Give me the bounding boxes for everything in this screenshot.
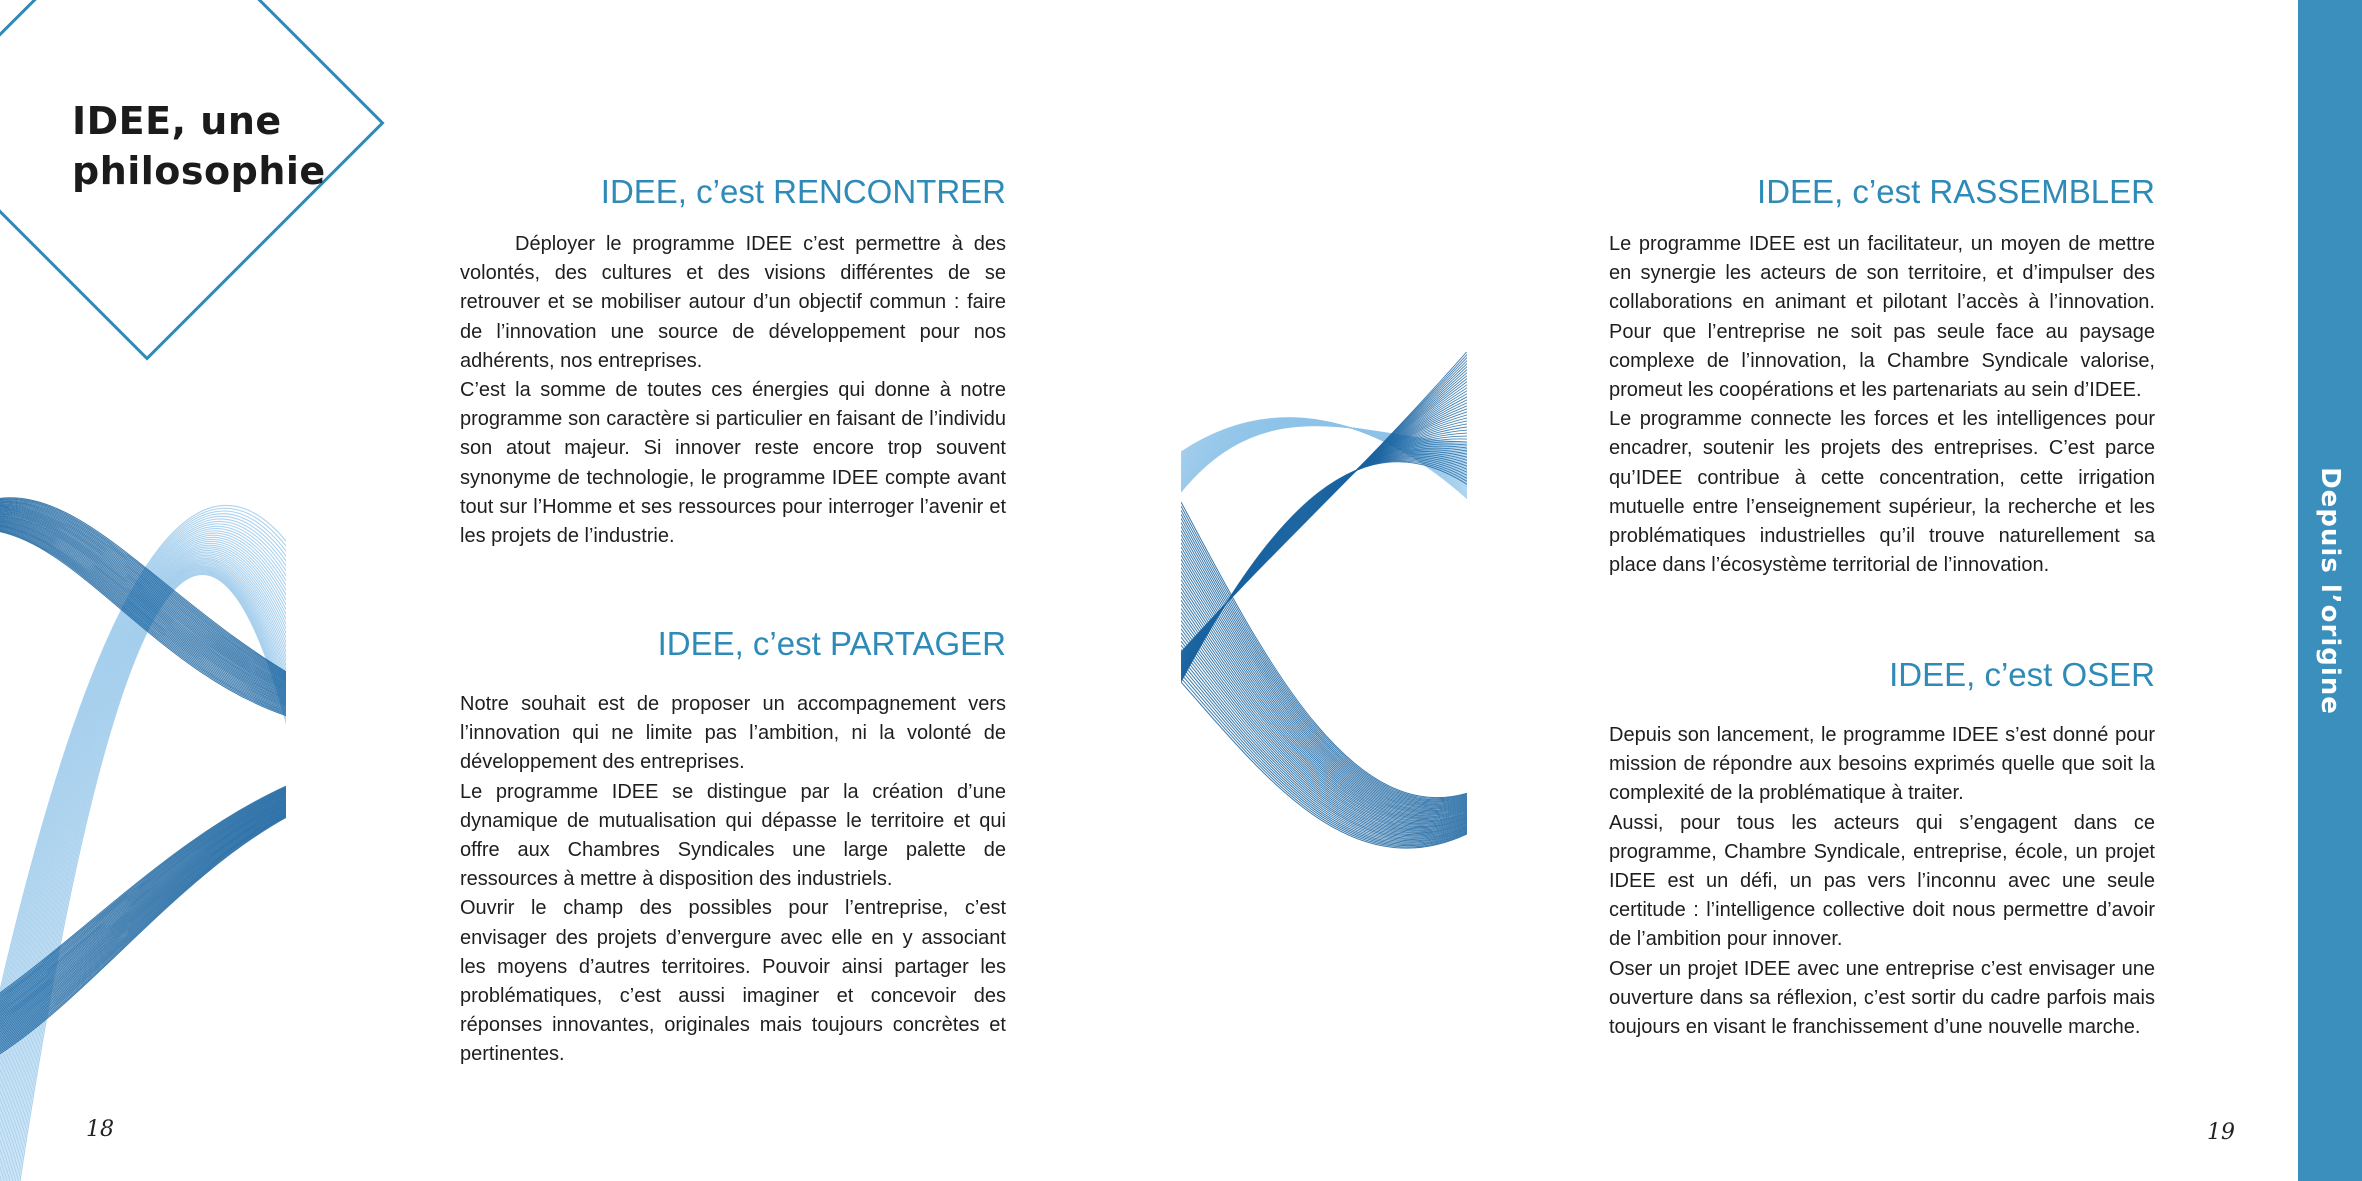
wave-line-dark xyxy=(1181,527,1467,805)
section-heading-rencontrer: IDEE, c’est RENCONTRER xyxy=(600,173,1006,210)
page-title-line-1: IDEE, une xyxy=(72,99,282,143)
page-title-line-2: philosophie xyxy=(72,149,326,193)
wave-line-dark xyxy=(1181,439,1467,672)
section-paragraph: Déployer le programme IDEE c’est permettre à des volontés, des cultures et des visions différentes de se retrouver et se mobiliser autour d’un objectif commun : faire de l’innovation une source de développement pour nos adhérents, nos entreprises. xyxy=(460,233,1006,372)
wave-line-dark xyxy=(1181,442,1467,673)
section-paragraph: Le programme IDEE se distingue par la création d’une dynamique de mutualisation qui dépasse le territoire et qui offre aux Chambres Syndicales une large palette de ressources à mettre à disposition des industriels. xyxy=(460,780,1006,891)
wave-line-dark xyxy=(1181,448,1467,674)
section-rencontrer xyxy=(460,172,1006,551)
side-tab xyxy=(2298,0,2362,1181)
section-oser xyxy=(1609,655,2155,1042)
wave-line-dark xyxy=(1181,450,1467,675)
section-paragraph: Ouvrir le champ des possibles pour l’entreprise, c’est envisager des projets d’envergure avec elle en y associant les moyens d’autres territoires. Pouvoir ainsi partager les problématiques, c’est aussi imaginer et concevoir des réponses innovantes, originales mais toujours concrètes et pertinentes. xyxy=(460,897,1006,1066)
page-number-right: 19 xyxy=(2207,1120,2235,1145)
section-paragraph: Depuis son lancement, le programme IDEE s’est donné pour mission de répondre aux besoins exprimés quelle que soit la complexité de la problématique à traiter. xyxy=(1609,724,2155,805)
section-paragraph: Le programme connecte les forces et les intelligences pour encadrer, soutenir les projets des entreprises. C’est parce qu’IDEE contribue à cette concentration, cette irrigation mutuelle entre l’enseignement supérieur, la recherche et les problématiques industrielles qu’il trouve naturellement sa place dans l’écosystème territorial de l’innovation. xyxy=(1609,408,2155,577)
section-paragraph: Aussi, pour tous les acteurs qui s’engagent dans ce programme, Chambre Syndicale, entreprise, école, un projet IDEE est un défi, un pas vers l’inconnu avec une seule certitude : l’intelligence collective doit nous permettre d’avoir de l’ambition pour innover. xyxy=(1609,811,2155,951)
page-title xyxy=(72,96,326,196)
section-paragraph: C’est la somme de toutes ces énergies qui donne à notre programme son caractère si particulier en faisant de l’individu son atout majeur. Si innover reste encore trop souvent synonyme de technologie, le programme IDEE compte avant tout sur l’Homme et ses ressources pour interroger l’avenir et les projets de l’industrie. xyxy=(460,379,1006,548)
wave-line-dark xyxy=(1181,430,1467,670)
decorative-wave-left xyxy=(0,440,286,1181)
section-heading-partager: IDEE, c’est PARTAGER xyxy=(657,625,1006,662)
wave-line-dark xyxy=(1181,454,1467,677)
side-tab-label: Depuis l’origine xyxy=(2315,466,2345,715)
section-paragraph: Le programme IDEE est un facilitateur, un moyen de mettre en synergie les acteurs de son territoire, et d’impulser des collaborations en animant et pilotant l’accès à l’innovation. Pour que l’entreprise ne soit pas seule face au paysage complexe de l’innovation, la Chambre Syndicale valorise, promeut les coopérations et les partenariats au sein d’IDEE. xyxy=(1609,233,2155,402)
wave-line-dark xyxy=(1181,600,1467,824)
section-heading-oser: IDEE, c’est OSER xyxy=(1889,656,2155,693)
section-heading-rassembler: IDEE, c’est RASSEMBLER xyxy=(1757,173,2155,210)
wave-line-dark xyxy=(1181,433,1467,670)
section-paragraph: Notre souhait est de proposer un accompagnement vers l’innovation qui ne limite pas l’ambition, ni la volonté de développement des entreprises. xyxy=(460,693,1006,774)
section-rassembler xyxy=(1609,172,2155,580)
decorative-wave-center xyxy=(1181,352,1467,850)
page-number-left: 18 xyxy=(86,1117,114,1142)
section-paragraph: Oser un projet IDEE avec une entreprise c’est envisager une ouverture dans sa réflexion, c’est sortir du cadre parfois mais toujours en visant le franchissement d’une nouvelle marche. xyxy=(1609,957,2155,1039)
section-partager xyxy=(460,624,1006,1070)
